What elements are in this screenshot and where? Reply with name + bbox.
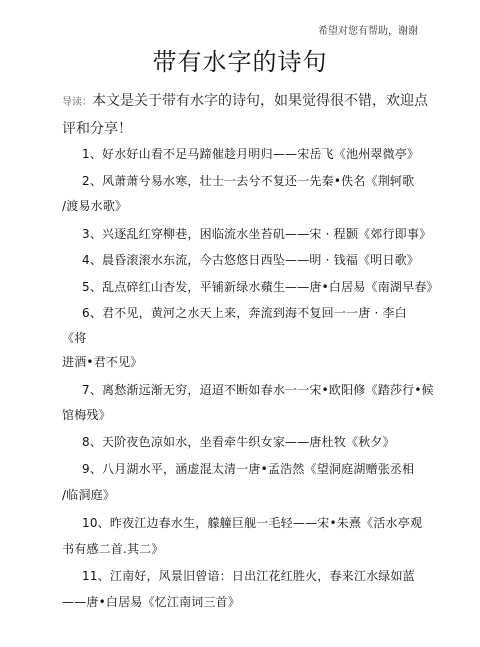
- poem-line: 11、江南好，风景旧曾谙：日出江花红胜火，春来江水绿如蓝: [82, 569, 415, 583]
- poem-line: /渡易水歌》: [62, 199, 128, 213]
- poem-line: ——唐•白居易《忆江南词三首》: [62, 595, 241, 609]
- poem-line: 2、风萧萧兮易水寒，壮士一去兮不复还一先秦•佚名《荆轲歌: [82, 174, 415, 188]
- poem-line: 进酒•君不见》: [62, 355, 143, 369]
- poem-line: 书有感二首.其二》: [62, 542, 164, 556]
- intro-label: 导读：: [62, 97, 92, 108]
- intro-paragraph: [62, 88, 432, 143]
- intro-line-2: 评和分享！: [62, 121, 132, 137]
- poem-line: 4、晨昏滚滚水东流，今古悠悠日西坠——明 · 钱福《明日歌》: [82, 253, 420, 267]
- intro-line-1: [62, 88, 432, 116]
- poem-line: 5、乱点碎红山杏发，平铺新绿水蘋生——唐•白居易《南湖早春》: [82, 280, 439, 294]
- poem-line: 7、离愁渐远渐无穷，迢迢不断如春水一一宋•欧阳修《踏莎行•候: [82, 383, 434, 397]
- poem-line: 8、天阶夜色凉如水，坐看牵牛织女家——唐杜牧《秋夕》: [82, 435, 395, 449]
- poem-line: 馆梅残》: [62, 408, 111, 422]
- poem-line: /临洞庭》: [62, 488, 116, 502]
- header-note: 希望对您有帮助，谢谢: [318, 26, 418, 37]
- intro-text-1: 本文是关于带有水字的诗句，如果觉得很不错，欢迎点: [92, 93, 428, 109]
- poem-line: 《将: [62, 331, 87, 345]
- page-title: 带有水字的诗句: [152, 48, 328, 76]
- poem-line: 10、昨夜江边春水生，艨艟巨舰一毛轻——宋•朱熹《活水亭观: [82, 516, 423, 530]
- poem-line: 3、兴逐乱红穿柳巷，困临流水坐苔矶——宋 · 程颢《郊行即事》: [82, 227, 432, 241]
- poem-line: 6、君不见，黄河之水天上来，奔流到海不复回一一唐 · 李白: [82, 306, 407, 320]
- poem-line: 9、八月湖水平，涵虚混太清一唐•孟浩然《望洞庭湖赠张丞相: [82, 462, 415, 476]
- poem-line: 1、好水好山看不足马蹄催趁月明归——宋岳飞《池州翠微亭》: [82, 147, 420, 161]
